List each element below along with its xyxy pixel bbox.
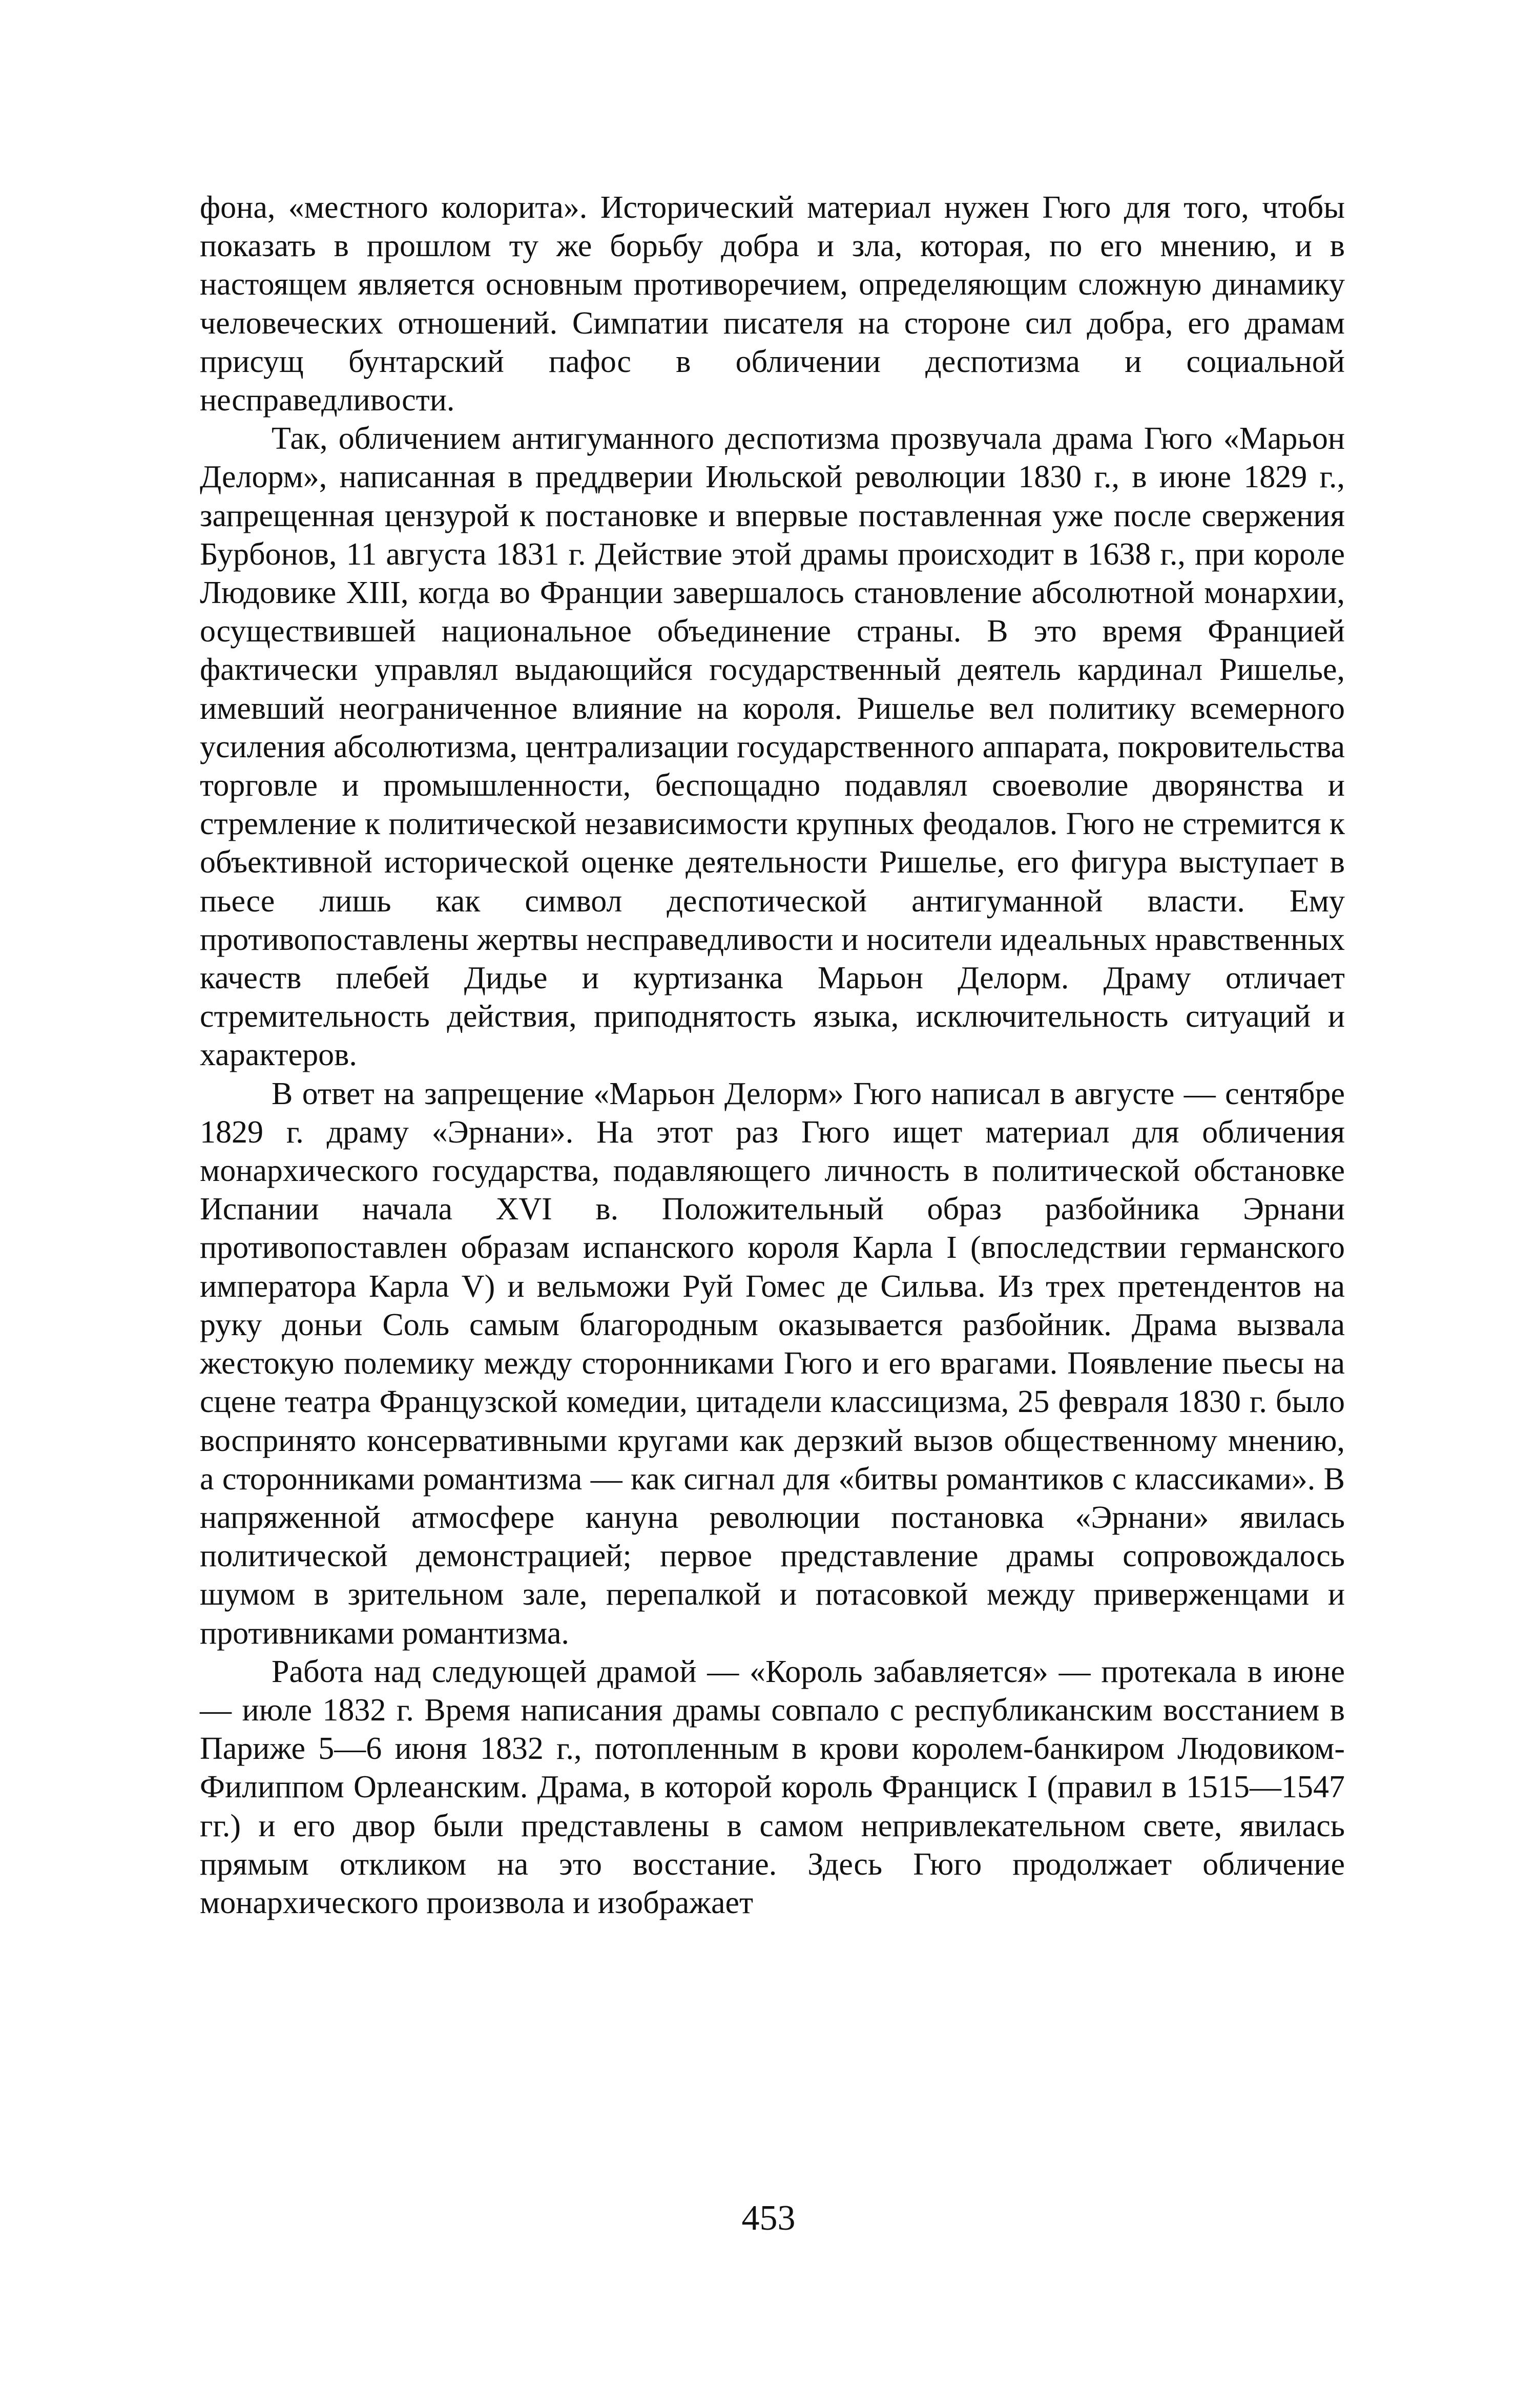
paragraph-3: В ответ на запрещение «Марьон Делорм» Гюго написал в августе — сентябре 1829 г. драму «Эрнани». На этот раз Гюго ищет материал для обличения монархического государства, подавляющего личность в политической обстановке Испании начала XVI в. Положительный образ разбойника Эрнани противопоставлен образам испанского короля Карла I (впоследствии германского императора Карла V) и вельможи Руй Гомес де Сильва. Из трех претендентов на руку доньи Соль самым благородным оказывается разбойник. Драма вызвала жестокую полемику между сторонниками Гюго и его врагами. Появление пьесы на сцене театра Французской комедии, цитадели классицизма, 25 февраля 1830 г. было воспринято консервативными кругами как дерзкий вызов общественному мнению, а сторонниками романтизма — как сигнал для «битвы романтиков с классиками». В напряженной атмосфере кануна революции постановка «Эрнани» явилась политической демонстрацией; первое представление драмы сопровождалось шумом в зрительном зале, перепалкой и потасовкой между приверженцами и противниками романтизма. — [200, 1076, 1345, 1651]
page-number: 453 — [741, 2198, 796, 2238]
paragraph-2: Так, обличением антигуманного деспотизма прозвучала драма Гюго «Марьон Делорм», написанная в преддверии Июльской революции 1830 г., в июне 1829 г., запрещенная цензурой к постановке и впервые поставленная уже после свержения Бурбонов, 11 августа 1831 г. Действие этой драмы происходит в 1638 г., при короле Людовике XIII, когда во Франции завершалось становление абсолютной монархии, осуществившей национальное объединение страны. В это время Францией фактически управлял выдающийся государственный деятель кардинал Ришелье, имевший неограниченное влияние на короля. Ришелье вел политику всемерного усиления абсолютизма, централизации государственного аппарата, покровительства торговле и промышленности, беспощадно подавлял своеволие дворянства и стремление к политической независимости крупных феодалов. Гюго не стремится к объективной исторической оценке деятельности Ришелье, его фигура выступает в пьесе лишь как символ деспотической антигуманной власти. Ему противопоставлены жертвы несправедливости и носители идеальных нравственных качеств плебей Дидье и куртизанка Марьон Делорм. Драму отличает стремительность действия, приподнятость языка, исключительность ситуаций и характеров. — [200, 421, 1345, 1073]
body-text — [200, 189, 1345, 1922]
paragraph-1: фона, «местного колорита». Исторический материал нужен Гюго для того, чтобы показать в прошлом ту же борьбу добра и зла, которая, по его мнению, и в настоящем является основным противоречием, определяющим сложную динамику человеческих отношений. Симпатии писателя на стороне сил добра, его драмам присущ бунтарский пафос в обличении деспотизма и социальной несправедливости. — [200, 190, 1345, 418]
paragraph-4: Работа над следующей драмой — «Король забавляется» — протекала в июне — июле 1832 г. Время написания драмы совпало с республиканским восстанием в Париже 5—6 июня 1832 г., потопленным в крови королем-банкиром Людовиком-Филиппом Орлеанским. Драма, в которой король Франциск I (правил в 1515—1547 гг.) и его двор были представлены в самом непривлекательном свете, явилась прямым откликом на это восстание. Здесь Гюго продолжает обличение монархического произвола и изображает — [200, 1654, 1345, 1920]
